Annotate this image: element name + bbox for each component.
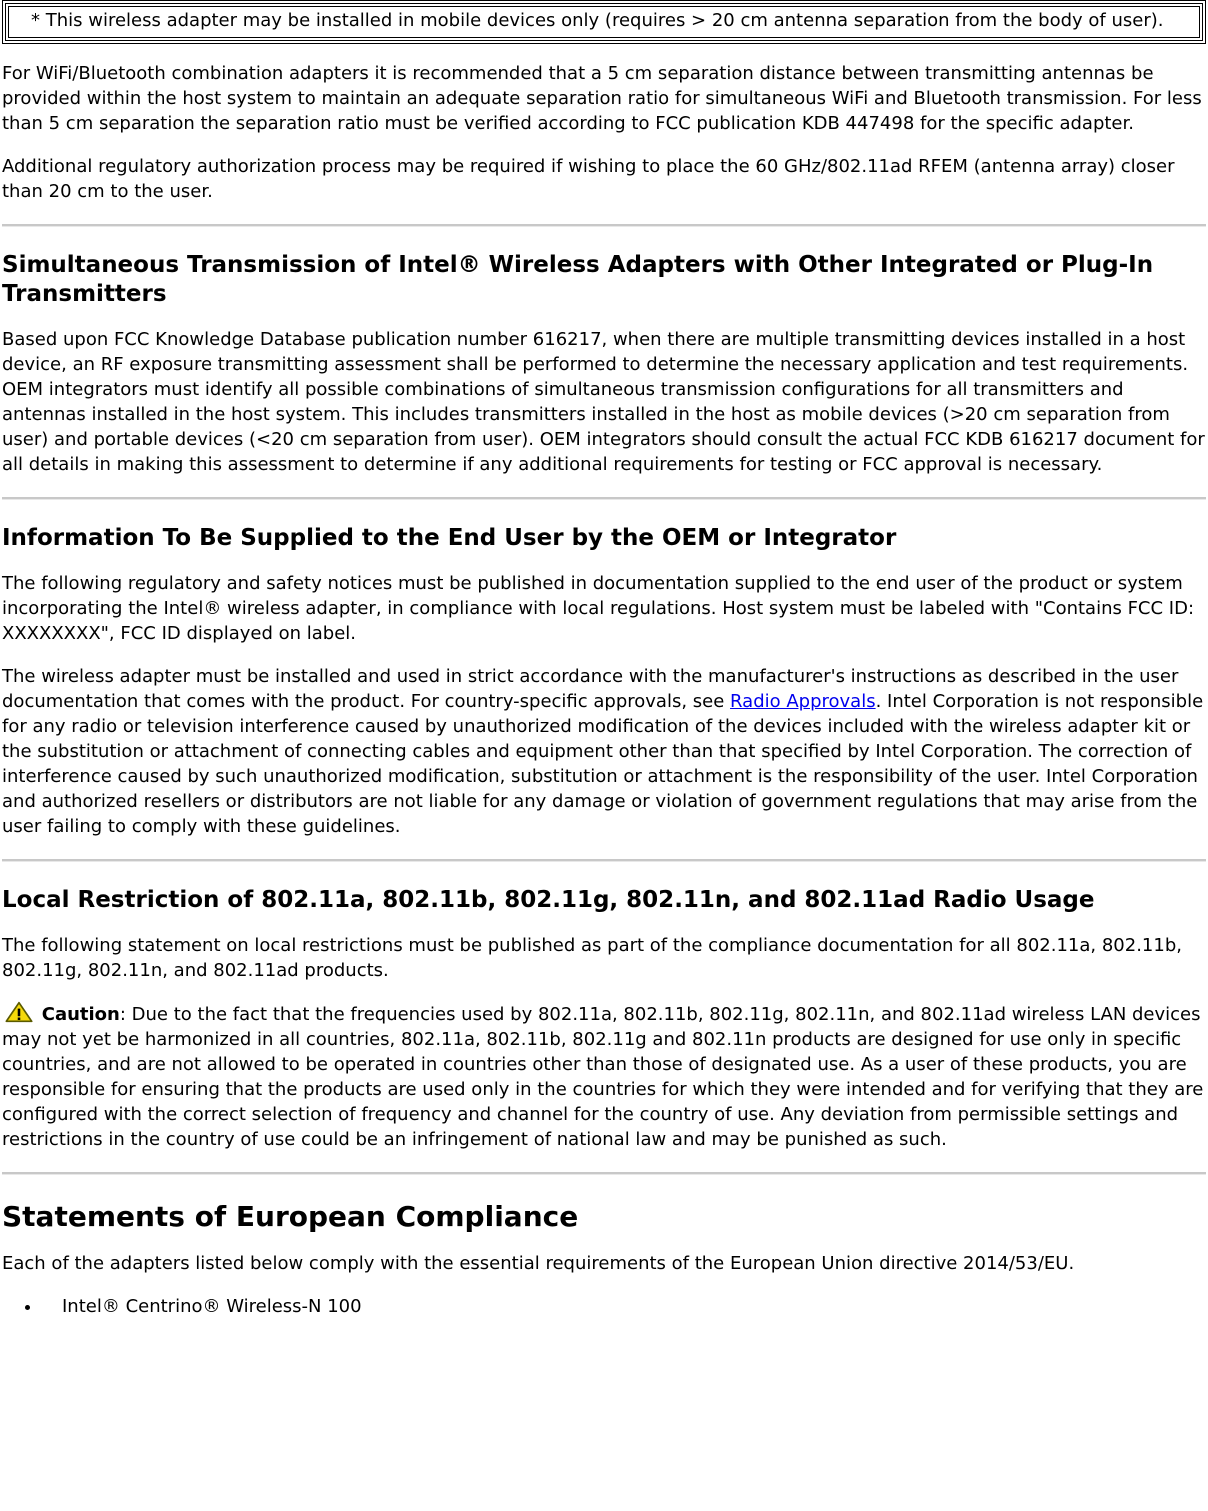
- caution-label: Caution: [41, 1004, 120, 1025]
- simultaneous-transmission-heading: Simultaneous Transmission of Intel® Wireless Adapters with Other Integrated or Plug-In Transmitters: [2, 252, 1154, 307]
- mobile-device-note: * This wireless adapter may be installed in mobile devices only (requires > 20 cm antenna separation from the body of user).: [8, 6, 1200, 38]
- section-divider: [2, 497, 1206, 500]
- regulatory-notices-paragraph: The following regulatory and safety notices must be published in documentation supplied to the end user of the product or system incorporating the Intel® wireless adapter, in compliance with local regulations. Host system must be labeled with "Contains FCC ID: XXXXXXXX", FCC ID displayed on label.: [2, 573, 1195, 644]
- caution-warning-icon: [2, 1001, 36, 1023]
- installation-text-before-link: The wireless adapter must be installed and used in strict accordance with the manufacturer's instructions as described in the user documentation that comes with the product. For country-specific approvals, see: [2, 666, 1179, 712]
- mobile-device-note-box: [2, 0, 1206, 44]
- section-divider: [2, 859, 1206, 862]
- european-compliance-heading: Statements of European Compliance: [2, 1200, 579, 1233]
- local-restriction-paragraph: The following statement on local restrictions must be published as part of the compliance documentation for all 802.11a, 802.11b, 802.11g, 802.11n, and 802.11ad products.: [2, 935, 1182, 981]
- installation-paragraph: [2, 664, 1206, 839]
- local-restriction-heading: Local Restriction of 802.11a, 802.11b, 802.11g, 802.11n, and 802.11ad Radio Usage: [2, 887, 1095, 913]
- rfem-authorization-paragraph: Additional regulatory authorization process may be required if wishing to place the 60 GHz/802.11ad RFEM (antenna array) closer than 20 cm to the user.: [2, 156, 1175, 202]
- radio-approvals-link[interactable]: Radio Approvals: [730, 691, 876, 712]
- installation-text-after-link: . Intel Corporation is not responsible for any radio or television interference caused by unauthorized modification of the devices included with the wireless adapter kit or the substitution or attachment of connecting cables and equipment other than that specified by Intel Corporation. The correction of interference caused by such unauthorized modification, substitution or attachment is the responsibility of the user. Intel Corporation and authorized resellers or distributors are not liable for any damage or violation of government regulations that may arise from the user failing to comply with these guidelines.: [2, 691, 1204, 837]
- section-divider: [2, 224, 1206, 227]
- caution-text: : Due to the fact that the frequencies used by 802.11a, 802.11b, 802.11g, 802.11n, and 802.11ad wireless LAN devices may not yet be harmonized in all countries, 802.11a, 802.11b, 802.11g and 802.11n products are designed for use only in specific countries, and are not allowed to be operated in countries other than those of designated use. As a user of these products, you are responsible for ensuring that the products are used only in the countries for which they were intended and for verifying that they are configured with the correct selection of frequency and channel for the country of use. Any deviation from permissible settings and restrictions in the country of use could be an infringement of national law and may be punished as such.: [2, 1004, 1204, 1150]
- list-item: • Intel® Centrino® Wireless-N 100: [42, 1294, 1206, 1319]
- simultaneous-transmission-paragraph: Based upon FCC Knowledge Database publication number 616217, when there are multiple transmitting devices installed in a host device, an RF exposure transmitting assessment shall be performed to determine the necessary application and test requirements. OEM integrators must identify all possible combinations of simultaneous transmission configurations for all transmitters and antennas installed in the host system. This includes transmitters installed in the host as mobile devices (>20 cm separation from user) and portable devices (<20 cm separation from user). OEM integrators should consult the actual FCC KDB 616217 document for all details in making this assessment to determine if any additional requirements for testing or FCC approval is necessary.: [2, 329, 1205, 475]
- section-divider: [2, 1172, 1206, 1175]
- adapter-list: [2, 1294, 1206, 1319]
- caution-paragraph: [2, 1001, 1206, 1152]
- combination-adapter-paragraph: For WiFi/Bluetooth combination adapters it is recommended that a 5 cm separation distance between transmitting antennas be provided within the host system to maintain an adequate separation ratio for simultaneous WiFi and Bluetooth transmission. For less than 5 cm separation the separation ratio must be verified according to FCC publication KDB 447498 for the specific adapter.: [2, 63, 1202, 134]
- european-compliance-paragraph: Each of the adapters listed below comply with the essential requirements of the European Union directive 2014/53/EU.: [2, 1253, 1075, 1274]
- end-user-info-heading: Information To Be Supplied to the End User by the OEM or Integrator: [2, 525, 897, 551]
